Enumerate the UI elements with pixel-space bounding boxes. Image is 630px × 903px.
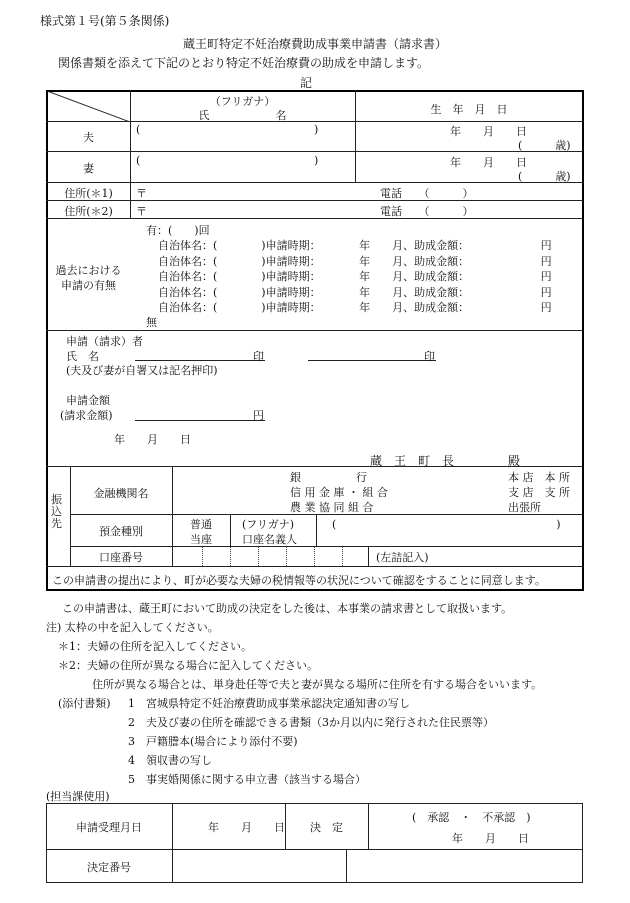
form-title: 蔵王町特定不妊治療費助成事業申請書（請求書） <box>182 37 447 51</box>
intro-text: 関係書類を添えて下記のとおり特定不妊治療費の助成を申請します。 <box>58 56 430 70</box>
office-received-label: 申請受理月日 <box>76 821 142 834</box>
note-3: ＊1：夫婦の住所を記入してください。 <box>58 640 252 653</box>
note-5: 住所が異なる場合とは、単身赴任等で夫と妻が異なる場所に住所を有する場合をいいます。 <box>92 678 543 691</box>
application-date: 年 月 日 <box>114 433 191 446</box>
applicant-label: 申請（請求）者 <box>66 335 143 348</box>
address1-postal: 〒 <box>136 187 147 200</box>
wife-name-close: ) <box>314 154 319 167</box>
consent-text: この申請書の提出により、町が必要な夫婦の税情報等の状況について確認をすることに同意します。 <box>52 574 546 587</box>
applicant-seal-1: 印 <box>253 350 264 363</box>
past-row-5: 自治体名：( )申請時期： 年 月、助成金額： 円 <box>158 301 552 314</box>
past-label-2: 申請の有無 <box>61 279 116 292</box>
office-use-label: (担当課使用) <box>46 790 110 803</box>
holder-paren: ( ) <box>332 518 561 531</box>
note-2: 注) 太枠の中を記入してください。 <box>46 621 219 634</box>
past-row-3: 自治体名：( )申請時期： 年 月、助成金額： 円 <box>158 270 552 283</box>
account-no-label: 口座番号 <box>99 551 143 564</box>
attach-1: 1 宮城県特定不妊治療費助成事業承認決定通知書の写し <box>128 697 410 710</box>
wife-birthdate: 年 月 日 <box>450 156 527 169</box>
past-row-2: 自治体名：( )申請時期： 年 月、助成金額： 円 <box>158 255 552 268</box>
bank-institution-label: 金融機関名 <box>93 487 149 500</box>
applicant-note: (夫及び妻が自署又は記名押印) <box>66 364 218 377</box>
birthdate-header: 生 年 月 日 <box>430 103 508 116</box>
deposit-futsu[interactable]: 普通 <box>190 518 212 531</box>
bank-type-2: 信 用 金 庫 ・ 組 合 <box>290 486 388 499</box>
amount-yen: 円 <box>253 409 264 422</box>
office-received-date: 年 月 日 <box>208 821 285 834</box>
applicant-seal-2: 印 <box>424 350 435 363</box>
past-label-1: 過去における <box>55 264 122 277</box>
attach-3: 3 戸籍謄本(場合により添付不要) <box>128 735 298 748</box>
dono-label: 殿 <box>508 454 521 468</box>
attach-5: 5 事実婚関係に関する申立書（該当する場合） <box>128 773 366 786</box>
amount-label-1: 申請金額 <box>66 394 110 407</box>
attach-label: (添付書類) <box>58 697 111 710</box>
address1-label: 住所(＊1) <box>64 187 113 200</box>
bank-type-3: 農 業 協 同 組 合 <box>290 501 374 514</box>
bank-type-1: 銀 行 <box>290 471 367 484</box>
past-yes: 有：( )回 <box>146 224 210 237</box>
past-row-1: 自治体名：( )申請時期： 年 月、助成金額： 円 <box>158 239 552 252</box>
amount-label-2: (請求金額) <box>60 409 113 422</box>
deposit-toza[interactable]: 当座 <box>190 533 212 546</box>
applicant-name-label: 氏 名 <box>66 350 99 363</box>
branch-2: 支 店 支 所 <box>508 486 570 499</box>
address1-phone: 電話 （ ） <box>380 187 474 200</box>
office-decision-no-label: 決定番号 <box>87 861 131 874</box>
office-decision-label: 決 定 <box>310 821 343 834</box>
mayor-label: 蔵 王 町 長 <box>370 454 455 468</box>
name-header: 氏 名 <box>198 109 287 122</box>
note-1: この申請書は、蔵王町において助成の決定をした後は、本事業の請求書として取扱います。 <box>62 602 513 615</box>
office-approve: ( 承認 ・ 不承認 ) <box>412 811 531 824</box>
furigana-header: （フリガナ） <box>209 95 276 108</box>
ki-label: 記 <box>300 76 313 90</box>
past-row-4: 自治体名：( )申請時期： 年 月、助成金額： 円 <box>158 286 552 299</box>
attach-4: 4 領収書の写し <box>128 754 212 767</box>
branch-3: 出張所 <box>508 501 541 514</box>
form-number: 様式第１号(第５条関係) <box>40 14 170 28</box>
attach-2: 2 夫及び妻の住所を確認できる書類（3か月以内に発行された住民票等） <box>128 716 494 729</box>
address2-label: 住所(＊2) <box>64 205 113 218</box>
past-no: 無 <box>146 316 157 329</box>
account-left-align: (左詰記入) <box>376 551 429 564</box>
holder-label: 口座名義人 <box>242 533 297 546</box>
address2-phone: 電話 （ ） <box>380 205 474 218</box>
office-decision-date: 年 月 日 <box>452 832 529 845</box>
bank-side-label: 振込先 <box>51 493 62 530</box>
note-4: ＊2：夫婦の住所が異なる場合に記入してください。 <box>58 659 318 672</box>
diagonal-line <box>47 91 130 122</box>
husband-age: ( 歳) <box>518 139 571 152</box>
husband-name-close: ) <box>314 123 319 136</box>
wife-age: ( 歳) <box>518 170 571 183</box>
wife-name-open: ( <box>136 154 141 167</box>
deposit-type-label: 預金種別 <box>99 525 143 538</box>
branch-1: 本 店 本 所 <box>508 471 570 484</box>
wife-label: 妻 <box>83 162 94 175</box>
husband-name-open: ( <box>136 123 141 136</box>
husband-label: 夫 <box>83 131 94 144</box>
holder-furigana: (フリガナ) <box>242 518 295 531</box>
husband-birthdate: 年 月 日 <box>450 125 527 138</box>
address2-postal: 〒 <box>136 205 147 218</box>
